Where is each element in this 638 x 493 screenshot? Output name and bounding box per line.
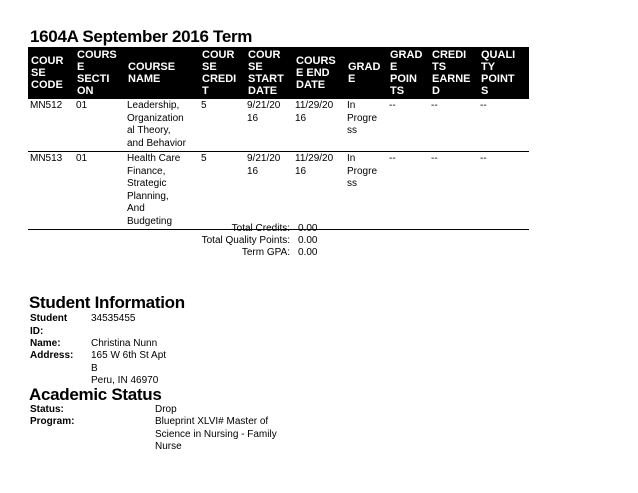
header-course-code: COUR SE CODE — [28, 47, 74, 99]
total-credits-label: Total Credits: — [231, 223, 290, 234]
cell-course-credit: 5 — [199, 152, 245, 230]
name-value: Christina Nunn — [91, 338, 158, 349]
status-value: Drop — [155, 404, 177, 415]
header-end-date: COURS E END DATE — [293, 47, 345, 99]
cell-grade-points: -- — [387, 152, 429, 230]
courses-table — [28, 47, 529, 230]
header-course-name: COURSE NAME — [125, 47, 199, 99]
cell-credits-earned: -- — [429, 152, 478, 230]
student-id-label: Student ID: — [30, 313, 68, 337]
cell-quality-points: -- — [478, 99, 529, 152]
header-quality-points: QUALI TY POINT S — [478, 47, 529, 99]
totals-values — [298, 223, 317, 259]
cell-end-date: 11/29/20 16 — [293, 99, 345, 152]
student-information-title: Student Information — [29, 293, 185, 312]
term-gpa-label: Term GPA: — [241, 247, 290, 258]
cell-start-date: 9/21/20 16 — [245, 99, 293, 152]
total-quality-points-value: 0.00 — [298, 235, 318, 246]
term-gpa-value: 0.00 — [298, 247, 318, 258]
header-course-section: COURS E SECTI ON — [74, 47, 125, 99]
table-header-row — [28, 47, 529, 99]
cell-course-credit: 5 — [199, 99, 245, 152]
cell-start-date: 9/21/20 16 — [245, 152, 293, 230]
status-label: Status: — [30, 404, 64, 415]
table-row — [28, 152, 529, 230]
cell-end-date: 11/29/20 16 — [293, 152, 345, 230]
totals-labels — [180, 223, 290, 259]
address-value: 165 W 6th St Apt B Peru, IN 46970 — [91, 350, 167, 386]
academic-status-title: Academic Status — [29, 385, 162, 404]
total-credits-value: 0.00 — [298, 223, 318, 234]
term-title: 1604A September 2016 Term — [30, 27, 253, 46]
cell-course-section: 01 — [74, 152, 125, 230]
header-grade: GRAD E — [345, 47, 387, 99]
cell-grade: In Progre ss — [345, 99, 387, 152]
program-value: Blueprint XLVI# Master of Science in Nursing - Family Nurse — [155, 416, 277, 452]
cell-grade: In Progre ss — [345, 152, 387, 230]
cell-course-code: MN512 — [28, 99, 74, 152]
table-row — [28, 99, 529, 152]
cell-grade-points: -- — [387, 99, 429, 152]
address-label: Address: — [30, 350, 74, 361]
cell-quality-points: -- — [478, 152, 529, 230]
student-id-value: 34535455 — [91, 313, 136, 324]
cell-course-name: Health Care Finance, Strategic Planning, And Budgeting — [125, 152, 199, 230]
header-credits-earned: CREDI TS EARNE D — [429, 47, 478, 99]
cell-course-section: 01 — [74, 99, 125, 152]
cell-credits-earned: -- — [429, 99, 478, 152]
total-quality-points-label: Total Quality Points: — [201, 235, 290, 246]
cell-course-name: Leadership, Organization al Theory, and Behavior — [125, 99, 199, 152]
header-start-date: COUR SE START DATE — [245, 47, 293, 99]
header-course-credit: COUR SE CREDI T — [199, 47, 245, 99]
cell-course-code: MN513 — [28, 152, 74, 230]
program-label: Program: — [30, 416, 75, 427]
name-label: Name: — [30, 338, 61, 349]
header-grade-points: GRAD E POIN TS — [387, 47, 429, 99]
